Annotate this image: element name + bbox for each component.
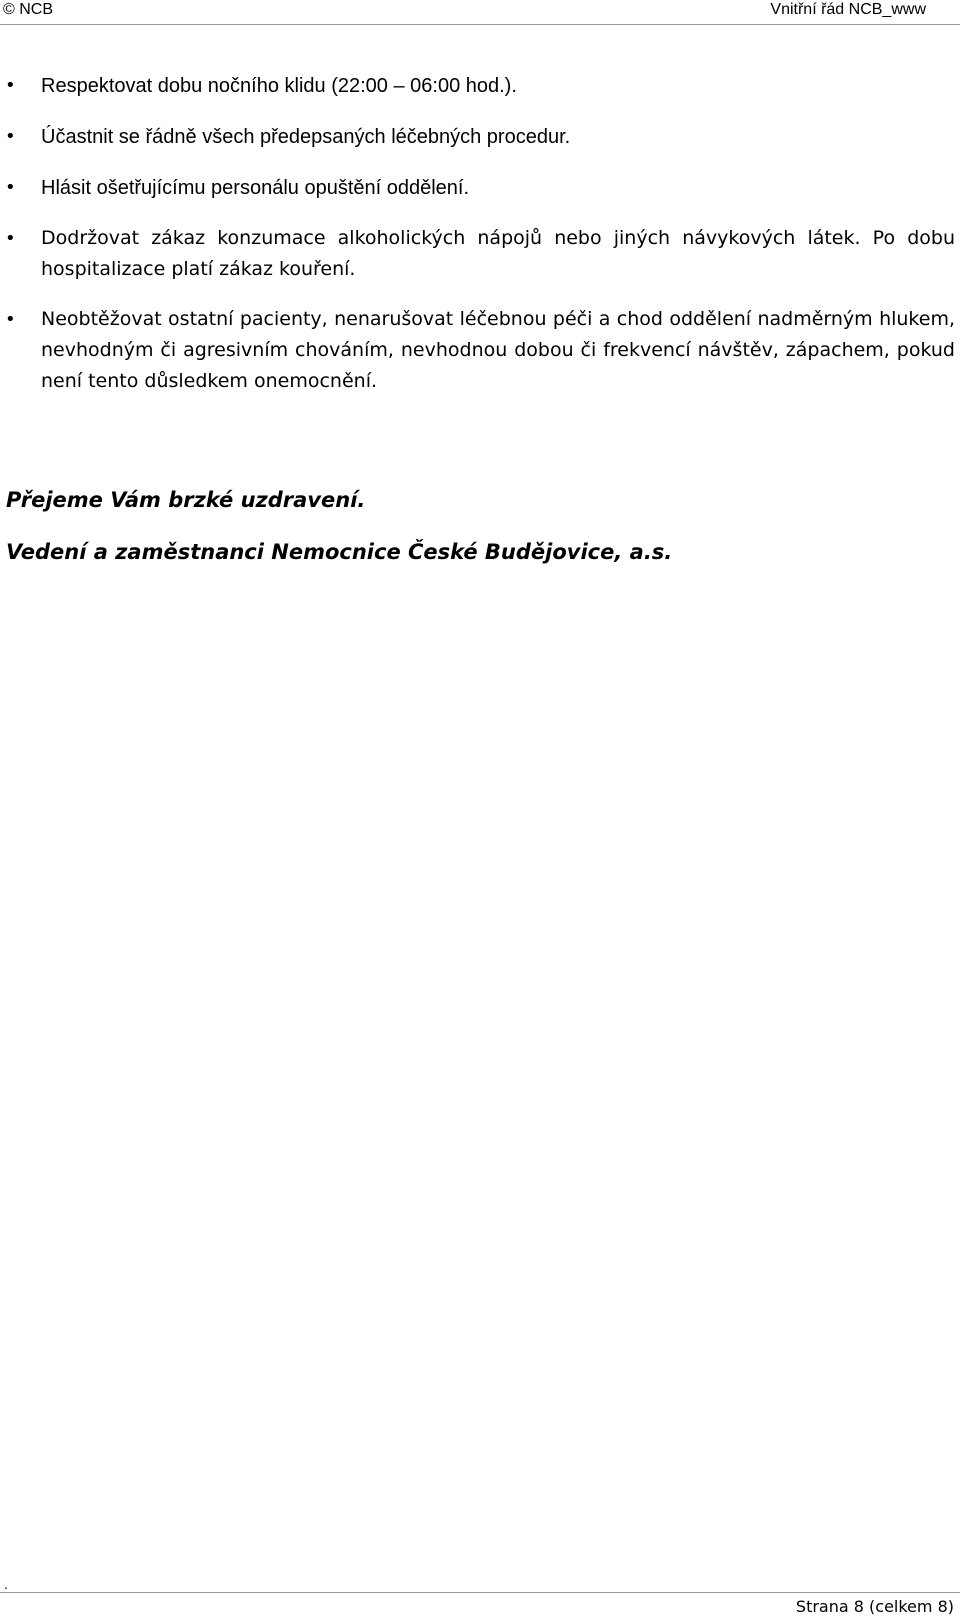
header-document-title: Vnitřní řád NCB_www — [770, 1, 926, 18]
rule-text: Hlásit ošetřujícímu personálu opuštění oddělení. — [41, 177, 470, 199]
footer-divider — [0, 1592, 960, 1593]
rule-item — [0, 304, 960, 397]
rule-item — [0, 70, 960, 102]
rule-text: Účastnit se řádně všech předepsaných léčebných procedur. — [41, 126, 571, 148]
header-copyright: © NCB — [3, 1, 54, 18]
bullet-icon: • — [5, 75, 16, 96]
page-header — [0, 0, 960, 25]
rules-list — [0, 70, 960, 416]
rule-item — [0, 121, 960, 153]
footer-dot: . — [4, 1578, 8, 1592]
closing-signature: Vedení a zaměstnanci Nemocnice České Budějovice, a.s. — [6, 540, 673, 564]
rule-item — [0, 172, 960, 204]
bullet-icon: • — [5, 228, 16, 249]
bullet-icon: • — [5, 309, 16, 330]
rule-text: Respektovat dobu nočního klidu (22:00 – 06:00 hod.). — [41, 75, 517, 97]
bullet-icon: • — [5, 126, 16, 147]
rule-item — [0, 223, 960, 285]
rule-text: Dodržovat zákaz konzumace alkoholických nápojů nebo jiných návykových látek. Po dobu hospitalizace platí zákaz kouření. — [41, 227, 955, 280]
bullet-icon: • — [5, 177, 16, 198]
page-number: Strana 8 (celkem 8) — [795, 1597, 954, 1616]
rule-text: Neobtěžovat ostatní pacienty, nenarušovat léčebnou péči a chod oddělení nadměrným hlukem, nevhodným či agresivním chováním, nevhodnou dobou či frekvencí návštěv, zápachem, pokud není tento důsledkem onemocnění. — [41, 308, 955, 392]
closing-greeting: Přejeme Vám brzké uzdravení. — [6, 488, 366, 512]
